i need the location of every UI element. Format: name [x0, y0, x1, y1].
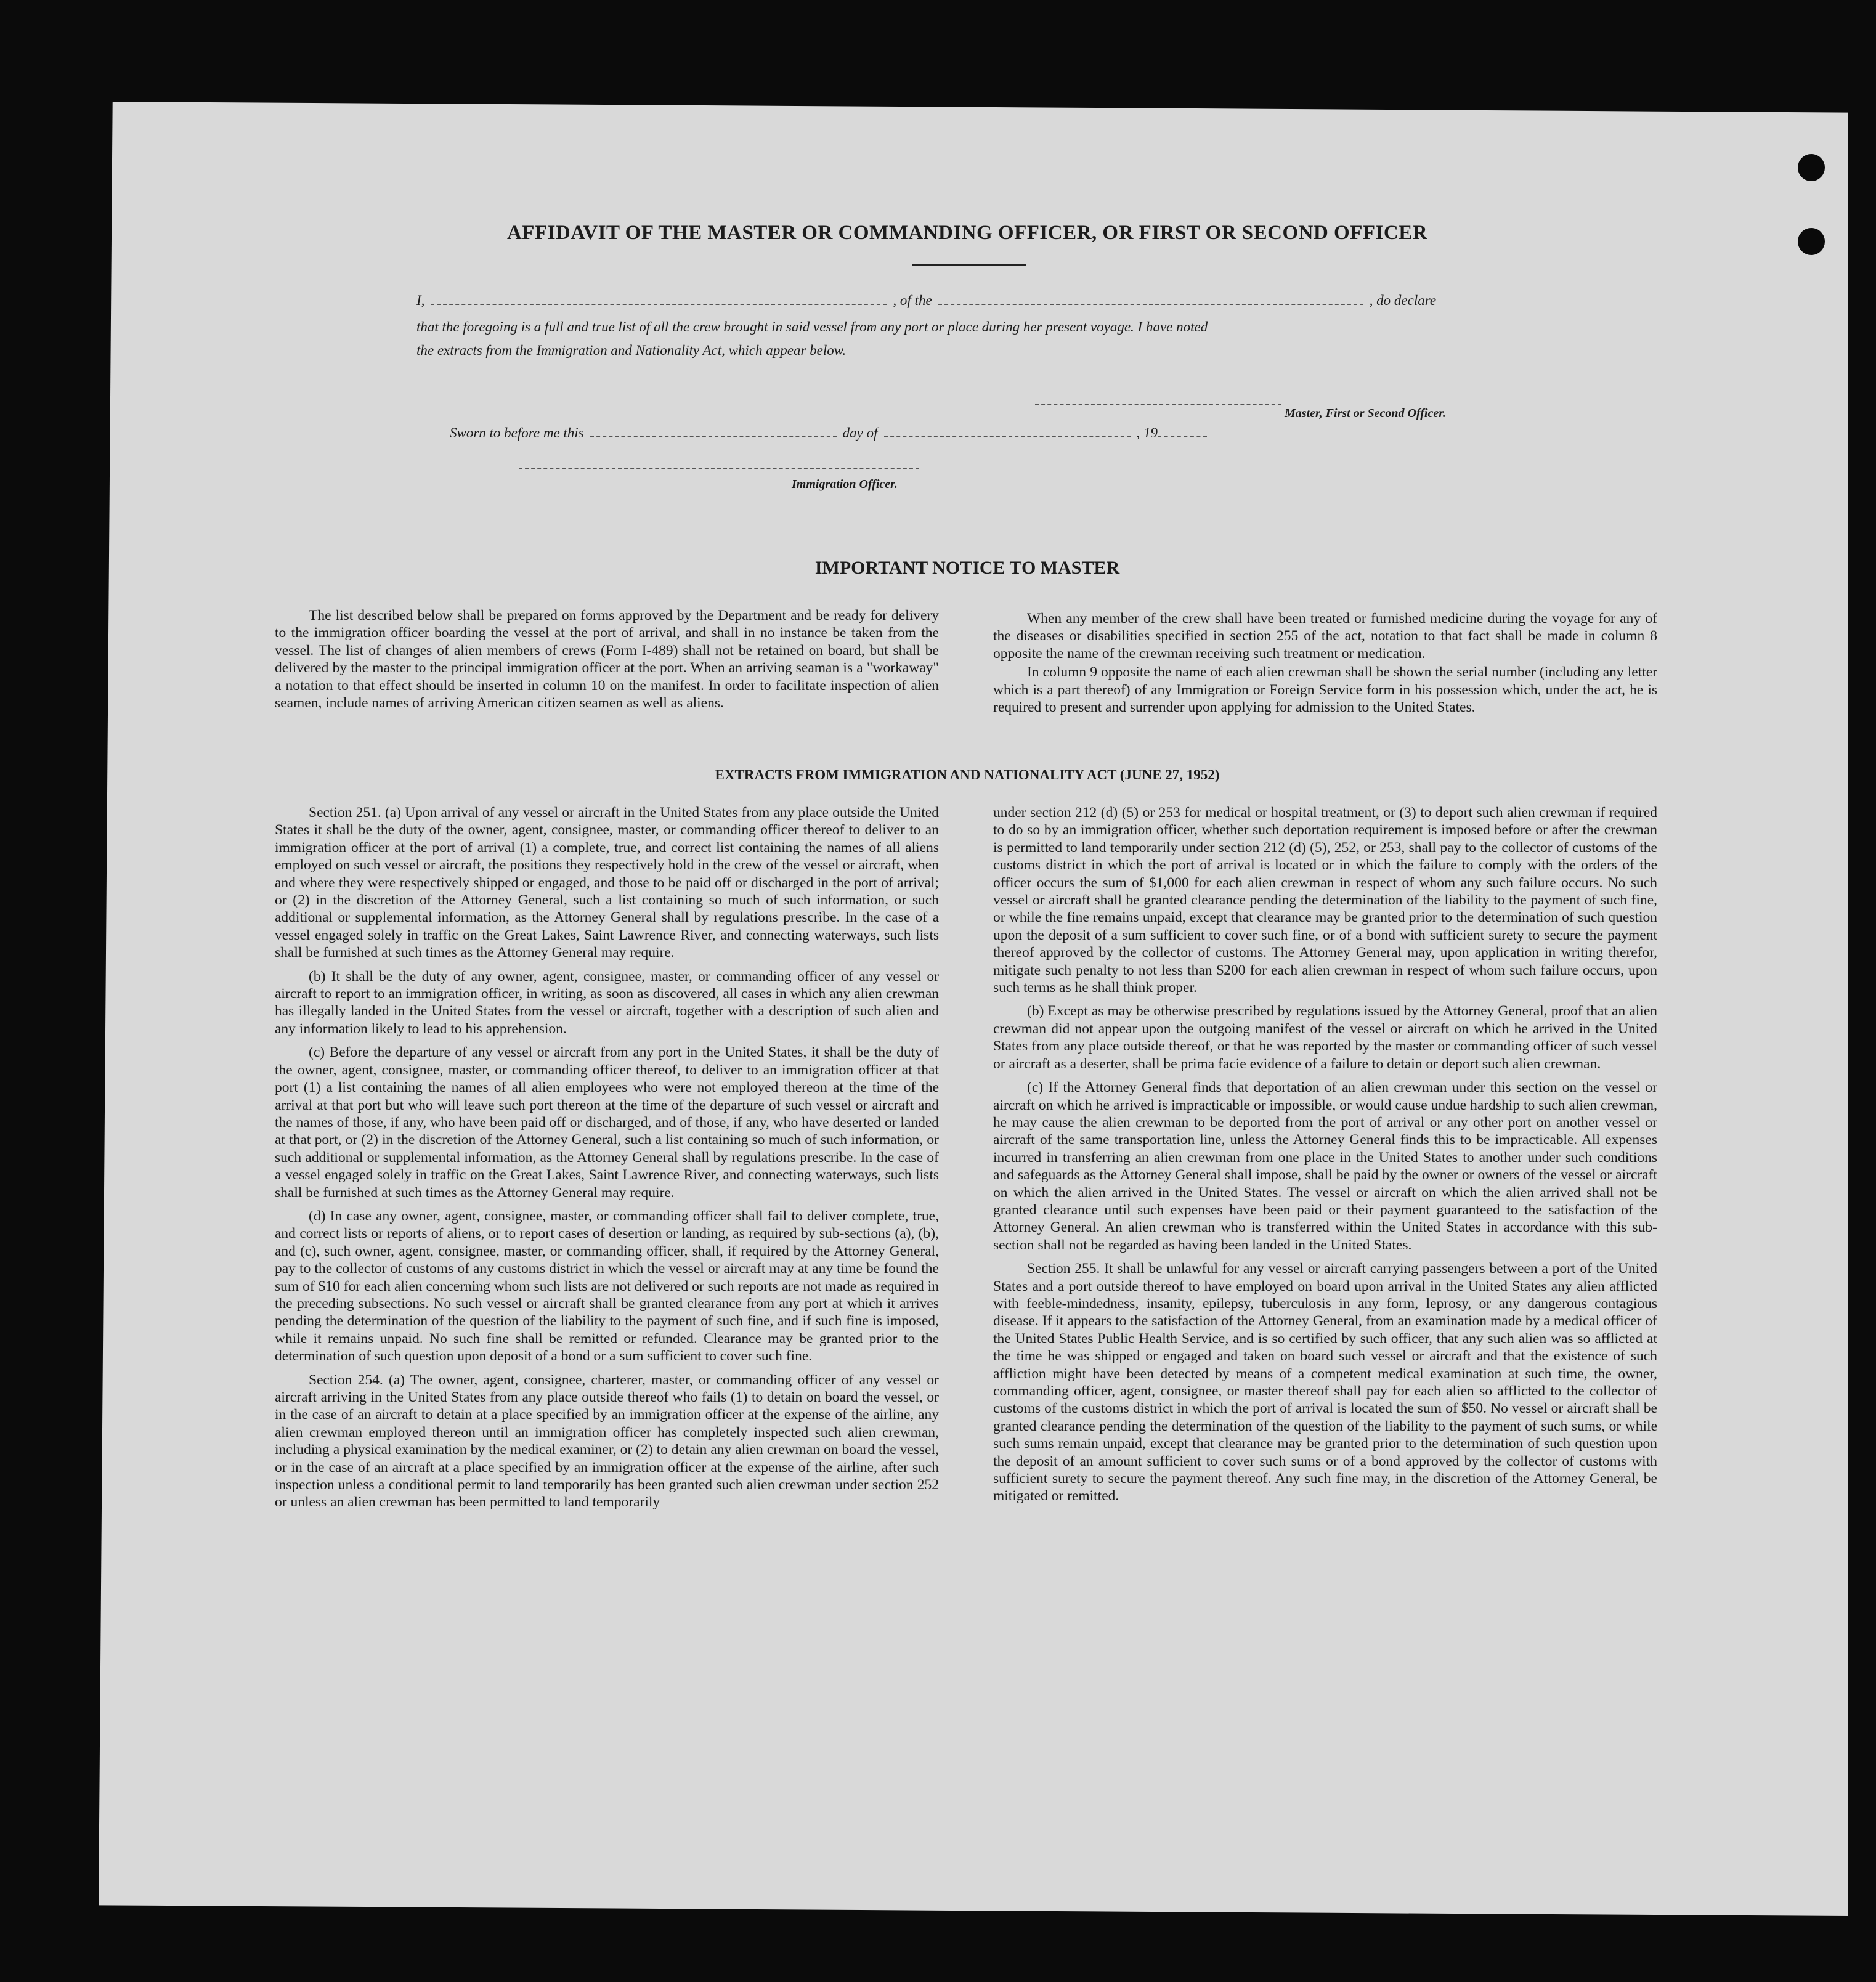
title-rule: [912, 264, 1026, 266]
extracts-heading: EXTRACTS FROM IMMIGRATION AND NATIONALITY ACT (JUNE 27, 1952): [715, 767, 1220, 782]
extract-paragraph: (b) It shall be the duty of any owner, agent, consignee, master, or commanding officer of any vessel or aircraft to report to an immigration officer, in writing, as soon as discovered, all cases in which any alien crewman has illegally landed in the United States from the vessel or aircraft, together with a description of such alien and any information likely to lead to his apprehension.: [275, 968, 939, 1037]
master-signature-label: Master, First or Second Officer.: [1285, 407, 1446, 420]
extract-paragraph: (c) If the Attorney General finds that deportation of an alien crewman under this section on the vessel or aircraft on which he arrived is impracticable or impossible, or would cause undue hardship to such alien crewman, he may cause the alien crewman to be deported from the port of arrival or any other port on another vessel or aircraft of the same transportation line, unless the Attorney General finds this to be impracticable. All expenses incurred in transferring an alien crewman from one place in the United States to another under such conditions and safeguards as the Attorney General shall impose, shall be paid by the owner or owners of the vessel or aircraft on which the alien arrived in the United States. The vessel or aircraft on which the alien arrived shall not be granted clearance until such expenses have been paid or their payment guaranteed to the satisfaction of the Attorney General. An alien crewman who is transferred within the United States in accordance with this sub-section shall not be regarded as having been landed in the United States.: [993, 1079, 1657, 1253]
sworn-text: Sworn to before me this: [450, 425, 584, 441]
name-field[interactable]: [431, 295, 887, 305]
extract-paragraph: Section 251. (a) Upon arrival of any vessel or aircraft in the United States from any place outside the United States it shall be the duty of the owner, agent, consignee, master, or commanding officer thereof to deliver to an immigration officer at the port of arrival (1) a complete, true, and correct list containing the names of all aliens employed on such vessel or aircraft, the positions they respectively hold in the crew of the vessel or aircraft, when and where they were respectively shipped or engaged, and those to be paid off or discharged in the port of arrival; or (2) in the discretion of the Attorney General, such a list containing so much of such information, or such additional or supplemental information, as the Attorney General shall by regulations prescribe. In the case of a vessel engaged solely in traffic on the Great Lakes, Saint Lawrence River, and connecting waterways, such lists shall be furnished at such times as the Attorney General may require.: [275, 805, 939, 961]
extract-paragraph: Section 255. It shall be unlawful for any vessel or aircraft carrying passengers between a port of the United States and a port outside thereof to have employed on board upon arrival in the United States any alien afflicted with feeble-mindedness, insanity, epilepsy, tuberculosis in any form, leprosy, or any dangerous contagious disease. If it appears to the satisfaction of the Attorney General, from an examination made by a medical officer of the United States Public Health Service, and is so certified by such officer, that any such alien was so afflicted at the time he was shipped or engaged and taken on board such vessel or aircraft and that the existence of such affliction might have been detected by means of a competent medical examination at such time, the owner, commanding officer, agent, consignee, or master thereof shall pay for each alien so afflicted to the collector of customs of the customs district in which the port of arrival is located the sum of $50. No vessel or aircraft shall be granted clearance pending the determination of the question of the liability to the payment of such sums, or while such sums remain unpaid, except that clearance may be granted prior to the determination of such question upon the deposit of an amount sufficient to cover such sums or of a bond approved by the collector of customs with sufficient surety to secure the payment thereof. Any such fine may, in the discretion of the Attorney General, be mitigated or remitted.: [993, 1261, 1657, 1505]
punch-hole: [1798, 154, 1825, 181]
extract-paragraph: (b) Except as may be otherwise prescribed by regulations issued by the Attorney General, proof that an alien crewman did not appear upon the outgoing manifest of the vessel or aircraft on which he arrived in the United States from any place outside thereof, or that he was reported by the master or commanding officer of such vessel or aircraft as a deserter, shall be prima facie evidence of a failure to detain or deport such alien crewman.: [993, 1003, 1657, 1072]
declaration-line-1: [416, 293, 1525, 309]
notice-paragraph: When any member of the crew shall have been treated or furnished medicine during the voyage for any of the diseases or disabilities specified in section 255 of the act, notation to that fact shall be made in column 8 opposite the name of the crewman receiving such treatment or medication.: [993, 611, 1657, 662]
extract-paragraph: Section 254. (a) The owner, agent, consignee, charterer, master, or commanding officer of any vessel or aircraft arriving in the United States from any place outside thereof who fails (1) to detain on board the vessel, or in the case of an aircraft to detain at a place specified by an immigration officer at the expense of the airline, any alien crewman employed thereon until an immigration officer has completely inspected such alien crewman, including a physical examination by the medical examiner, or (2) to detain any alien crewman on board the vessel, or in the case of an aircraft at a place specified by an immigration officer at the expense of the airline, after such inspection unless a conditional permit to land temporarily has been granted such alien crewman under section 252 or unless an alien crewman has been permitted to land temporarily: [275, 1371, 939, 1511]
day-of-text: day of: [842, 425, 878, 441]
extracts-left-column: [275, 804, 939, 1517]
declaration-line-3: the extracts from the Immigration and Nationality Act, which appear below.: [416, 343, 847, 358]
notice-heading: IMPORTANT NOTICE TO MASTER: [814, 558, 1120, 578]
vessel-field[interactable]: [938, 295, 1363, 305]
extracts-right-column: [993, 804, 1657, 1511]
year-prefix: , 19: [1136, 425, 1158, 441]
sworn-year-field[interactable]: [1158, 428, 1207, 437]
officer-signature-field[interactable]: [519, 468, 919, 469]
declaration-do-declare: , do declare: [1369, 293, 1437, 308]
declaration-line-2: that the foregoing is a full and true list of all the crew brought in said vessel from any port or place during her present voyage. I have noted: [416, 319, 1208, 335]
sworn-day-field[interactable]: [590, 428, 837, 437]
affidavit-title: AFFIDAVIT OF THE MASTER OR COMMANDING OFFICER, OR FIRST OR SECOND OFFICER: [506, 222, 1428, 244]
notice-left-column: [275, 607, 939, 718]
extract-paragraph: (d) In case any owner, agent, consignee, master, or commanding officer shall fail to deliver complete, true, and correct lists or reports of aliens, or to report cases of desertion or landing, as required by sub-sections (a), (b), and (c), such owner, agent, consignee, master, or commanding officer, shall, if required by the Attorney General, pay to the collector of customs of any customs district in which the vessel or aircraft may at any time be found the sum of $10 for each alien concerning whom such lists are not delivered or such reports are not made as required in the preceding subsections. No such vessel or aircraft shall be granted clearance from any port at which it arrives pending the determination of the question of the liability to the payment of such fine, and if such fine is imposed, while it remains unpaid. No such fine shall be remitted or refunded. Clearance may be granted prior to the determination of such question upon deposit of a bond or a sum sufficient to cover such fine.: [275, 1208, 939, 1365]
sworn-line: [450, 425, 1207, 441]
declaration-of-the: , of the: [893, 293, 932, 308]
notice-paragraph: The list described below shall be prepared on forms approved by the Department and be ready for delivery to the immigration officer boarding the vessel at the port of arrival, and shall in no instance be taken from the vessel. The list of changes of alien members of crews (Form I-489) shall not be retained on board, but shall be delivered by the master to the principal immigration officer at the port. When an arriving seaman is a "workaway" a notation to that effect should be inserted in column 10 on the manifest. In order to facilitate inspection of alien seamen, include names of arriving American citizen seamen as well as aliens.: [275, 607, 939, 712]
sworn-month-field[interactable]: [884, 428, 1131, 437]
extract-paragraph: under section 212 (d) (5) or 253 for medical or hospital treatment, or (3) to deport such alien crewman if required to do so by an immigration officer, whether such deportation requirement is imposed before or after the crewman is permitted to land temporarily under section 212 (d) (5), 252, or 253, shall pay to the collector of customs of the customs district in which the port of arrival is located or in which the failure to comply with the orders of the officer occurs the sum of $1,000 for each alien crewman in respect of whom any such failure occurs. No such vessel or aircraft shall be granted clearance pending the determination of the liability to the payment of such fine, or while the fine remains unpaid, except that clearance may be granted prior to the determination of such question upon the deposit of a sum sufficient to cover such fine, or of a bond with sufficient surety to secure the payment thereof approved by the collector of customs. The Attorney General may, upon application in writing therefor, mitigate such penalty to not less than $200 for each alien crewman in respect of whom such failure occurs, upon such terms as he shall think proper.: [993, 805, 1657, 996]
declaration-i: I,: [416, 293, 425, 308]
notice-paragraph: In column 9 opposite the name of each alien crewman shall be shown the serial number (including any letter which is a part thereof) of any Immigration or Foreign Service form in his possession which, under the act, he is required to present and surrender upon applying for admission to the United States.: [993, 664, 1657, 716]
master-signature-field[interactable]: [1035, 404, 1281, 405]
notice-right-column: [993, 610, 1657, 717]
punch-hole: [1798, 228, 1825, 255]
officer-signature-label: Immigration Officer.: [792, 477, 898, 491]
extract-paragraph: (c) Before the departure of any vessel or aircraft from any port in the United States, it shall be the duty of the owner, agent, consignee, master, or commanding officer thereof, to deliver to an immigration officer at that port (1) a list containing the names of all alien employees who were not employed thereon at the time of the arrival at that port but who will leave such port thereon at the time of the departure of such vessel or aircraft and the names of those, if any, who have been paid off or discharged, and of those, if any, who have deserted or landed at that port, or (2) in the discretion of the Attorney General, such a list containing so much of such information, or such additional or supplemental information, as the Attorney General shall by regulations prescribe. In the case of a vessel engaged solely in traffic on the Great Lakes, Saint Lawrence River, and connecting waterways, such lists shall be furnished at such times as the Attorney General may require.: [275, 1044, 939, 1201]
